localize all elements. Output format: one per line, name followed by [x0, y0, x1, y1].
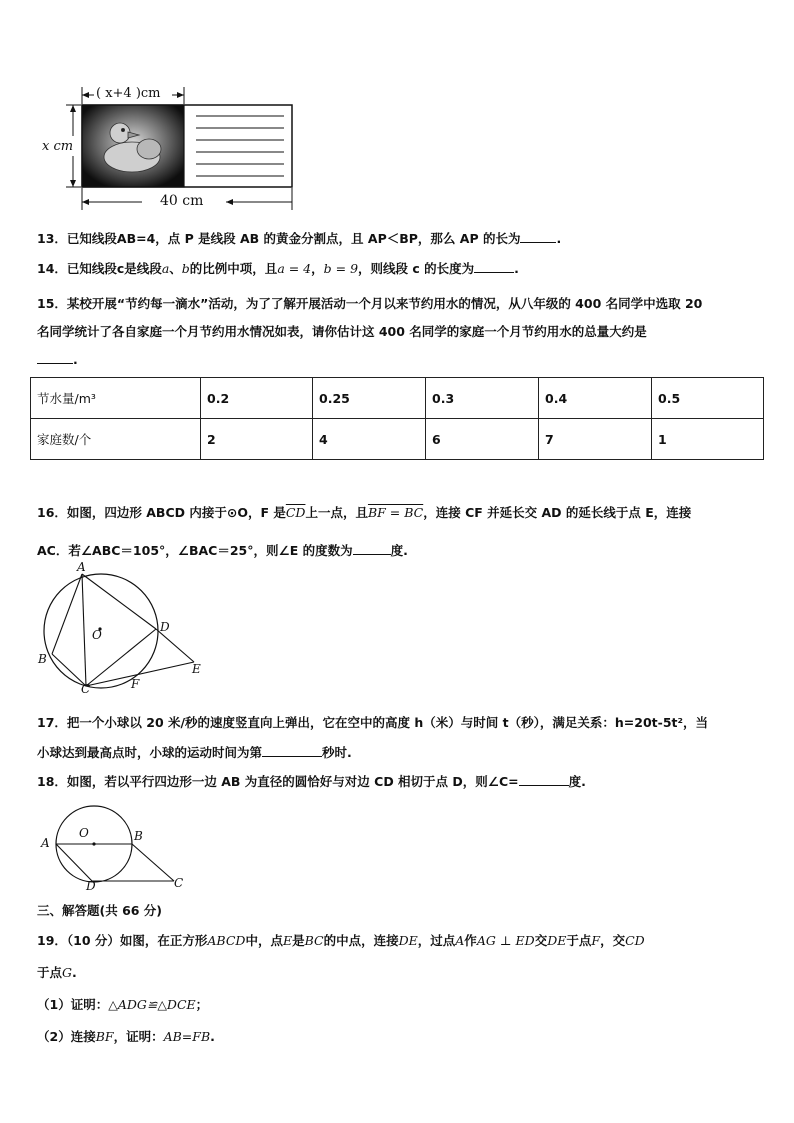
question-17: 17．把一个小球以 20 米/秒的速度竖直向上弹出，它在空中的高度 h（米）与时间 t（秒），满足关系：h=20t-5t²，当 小球达到最高点时，小球的运动时间为第 秒时. — [37, 715, 708, 760]
water-saving-table — [30, 377, 764, 460]
q14-answer-blank[interactable] — [474, 258, 514, 273]
width-dimension-label: ( x+4 )cm — [96, 86, 161, 101]
point-c-label: C — [81, 682, 91, 696]
point-f-label: F — [131, 677, 140, 691]
point-b-label: B — [38, 652, 47, 666]
point-o-label: O — [79, 826, 89, 840]
question-16: 16．如图，四边形 ABCD 内接于⊙O，F 是$\overline{CD}$上一点，且BF = BC，连接 CF 并延长交 AD 的延长线于点 E，连接 AC．若∠ABC＝105°，∠BAC＝25°，则∠E 的度数为 度. — [37, 505, 692, 558]
q19-part1: （1）证明： — [37, 997, 109, 1012]
q17-answer-blank[interactable] — [262, 742, 322, 757]
q19-part2: （2）连接 — [37, 1029, 96, 1044]
q16-answer-blank[interactable] — [353, 540, 391, 555]
q15-answer-blank[interactable] — [37, 349, 73, 364]
point-b-label: B — [134, 829, 143, 843]
question-18: 18．如图，若以平行四边形一边 AB 为直径的圆恰好与对边 CD 相切于点 D，则∠C= 度. — [37, 771, 767, 792]
table-row-header: 家庭数/个 — [31, 419, 201, 460]
point-o-label: O — [92, 628, 102, 642]
point-a-label: A — [41, 836, 50, 850]
point-c-label: C — [174, 876, 184, 890]
point-d-label: D — [160, 620, 170, 634]
point-a-label: A — [77, 560, 86, 574]
question-13: 13．已知线段AB=4，点 P 是线段 AB 的黄金分割点，且 AP＜BP，那么 AP 的长为 . — [37, 228, 767, 249]
table-row: 家庭数/个 2 4 6 7 1 — [31, 419, 764, 460]
total-dimension-label: 40 cm — [160, 193, 204, 209]
question-14: 14．已知线段c是线段a、b的比例中项，且a = 4，b = 9，则线段 c 的长度为 . — [37, 258, 767, 279]
q13-text: 13．已知线段AB=4，点 P 是线段 AB 的黄金分割点，且 AP＜BP，那么 AP 的长为 — [37, 231, 521, 246]
arc-cd: $\overline{CD}$ — [285, 505, 306, 520]
table-row-header: 节水量/m³ — [31, 378, 201, 419]
point-d-label: D — [86, 879, 96, 893]
point-e-label: E — [192, 662, 201, 676]
arc-equation: BF = BC — [367, 505, 424, 520]
table-row: 节水量/m³ 0.2 0.25 0.3 0.4 0.5 — [31, 378, 764, 419]
height-dimension-label: x cm — [42, 139, 74, 154]
q16-circle-figure — [34, 558, 214, 694]
question-15: 15．某校开展“节约每一滴水”活动，为了了解开展活动一个月以来节约用水的情况，从八年级的 400 名同学中选取 20 名同学统计了各自家庭一个月节约用水情况如表，请你估计这 400 名同学的家庭一个月节约用水的总量大约是 . — [37, 296, 703, 367]
q18-answer-blank[interactable] — [519, 771, 569, 786]
section-title: 三、解答题(共 66 分) — [37, 903, 163, 918]
question-19: 19．（10 分）如图，在正方形ABCD中，点E是BC的中点，连接DE，过点A作AG ⊥ ED交DE于点F，交CD 于点G. （1）证明：△ADG≌△DCE； （2）连接BF，证明：AB=FB. — [37, 933, 645, 1044]
q13-answer-blank[interactable] — [520, 228, 556, 243]
